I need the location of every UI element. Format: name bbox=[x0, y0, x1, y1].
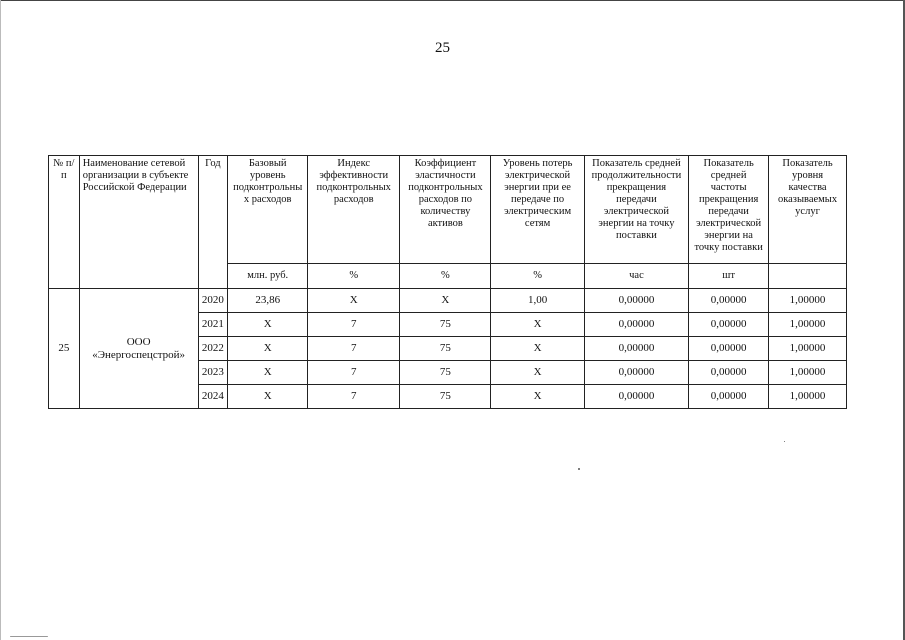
scan-speck bbox=[10, 636, 48, 637]
table-cell: 1,00000 bbox=[769, 361, 847, 385]
table-cell: X bbox=[228, 337, 308, 361]
unit-cell: % bbox=[400, 264, 491, 289]
table-cell: 0,00000 bbox=[584, 289, 688, 313]
table-row bbox=[49, 289, 847, 313]
table-cell: 0,00000 bbox=[584, 385, 688, 409]
header-efficiency-index: Индекс эффективности подконтрольных расходов bbox=[308, 156, 400, 264]
unit-cell: час bbox=[584, 264, 688, 289]
table-cell: 7 bbox=[308, 361, 400, 385]
header-quality: Показатель уровня качества оказываемых услуг bbox=[769, 156, 847, 264]
table-cell: 0,00000 bbox=[689, 385, 769, 409]
unit-cell: % bbox=[308, 264, 400, 289]
header-year: Год bbox=[198, 156, 228, 289]
header-number: № п/п bbox=[49, 156, 80, 289]
table-cell: 0,00000 bbox=[689, 313, 769, 337]
table-cell: 0,00000 bbox=[584, 361, 688, 385]
page-edge-top bbox=[0, 0, 905, 1]
scan-speck bbox=[578, 468, 580, 470]
table-cell: 1,00000 bbox=[769, 313, 847, 337]
unit-cell bbox=[769, 264, 847, 289]
header-organization: Наименование сетевой организации в субъекте Российской Федерации bbox=[79, 156, 198, 289]
table-cell: 75 bbox=[400, 385, 491, 409]
header-saifi: Показатель средней частоты прекращения передачи электрической энергии на точку поставки bbox=[689, 156, 769, 264]
row-number: 25 bbox=[49, 289, 80, 409]
header-base-expenses: Базовый уровень подконтрольны х расходов bbox=[228, 156, 308, 264]
table-cell: X bbox=[228, 313, 308, 337]
table-cell: 1,00000 bbox=[769, 289, 847, 313]
table-cell: X bbox=[228, 361, 308, 385]
table-cell: 0,00000 bbox=[584, 337, 688, 361]
table-cell: X bbox=[491, 385, 584, 409]
table-cell: 0,00000 bbox=[689, 337, 769, 361]
table-cell: X bbox=[308, 289, 400, 313]
table-cell: 1,00 bbox=[491, 289, 584, 313]
year-cell: 2021 bbox=[198, 313, 228, 337]
table-cell: 7 bbox=[308, 313, 400, 337]
year-cell: 2024 bbox=[198, 385, 228, 409]
table-cell: X bbox=[491, 361, 584, 385]
unit-cell: млн. руб. bbox=[228, 264, 308, 289]
scan-speck bbox=[784, 441, 785, 442]
header-saidi: Показатель средней продолжительности прекращения передачи электрической энергии на точку поставки bbox=[584, 156, 688, 264]
table-cell: X bbox=[491, 313, 584, 337]
unit-cell: % bbox=[491, 264, 584, 289]
organization-name: ООО «Энергоспецстрой» bbox=[79, 289, 198, 409]
table-cell: X bbox=[228, 385, 308, 409]
table-cell: X bbox=[491, 337, 584, 361]
header-row bbox=[49, 156, 847, 264]
table-cell: 75 bbox=[400, 313, 491, 337]
unit-cell: шт bbox=[689, 264, 769, 289]
year-cell: 2022 bbox=[198, 337, 228, 361]
table-cell: X bbox=[400, 289, 491, 313]
table-cell: 1,00000 bbox=[769, 337, 847, 361]
table-cell: 0,00000 bbox=[689, 289, 769, 313]
table-cell: 7 bbox=[308, 337, 400, 361]
header-losses: Уровень потерь электрической энергии при ее передаче по электрическим сетям bbox=[491, 156, 584, 264]
table-cell: 23,86 bbox=[228, 289, 308, 313]
table-cell: 7 bbox=[308, 385, 400, 409]
table-cell: 75 bbox=[400, 337, 491, 361]
table-cell: 0,00000 bbox=[584, 313, 688, 337]
page-number: 25 bbox=[435, 40, 450, 56]
year-cell: 2023 bbox=[198, 361, 228, 385]
indicators-table bbox=[48, 155, 847, 409]
header-elasticity: Коэффициент эластичности подконтрольных расходов по количеству активов bbox=[400, 156, 491, 264]
year-cell: 2020 bbox=[198, 289, 228, 313]
table-cell: 75 bbox=[400, 361, 491, 385]
table-cell: 0,00000 bbox=[689, 361, 769, 385]
table-cell: 1,00000 bbox=[769, 385, 847, 409]
page-edge-left bbox=[0, 0, 1, 640]
